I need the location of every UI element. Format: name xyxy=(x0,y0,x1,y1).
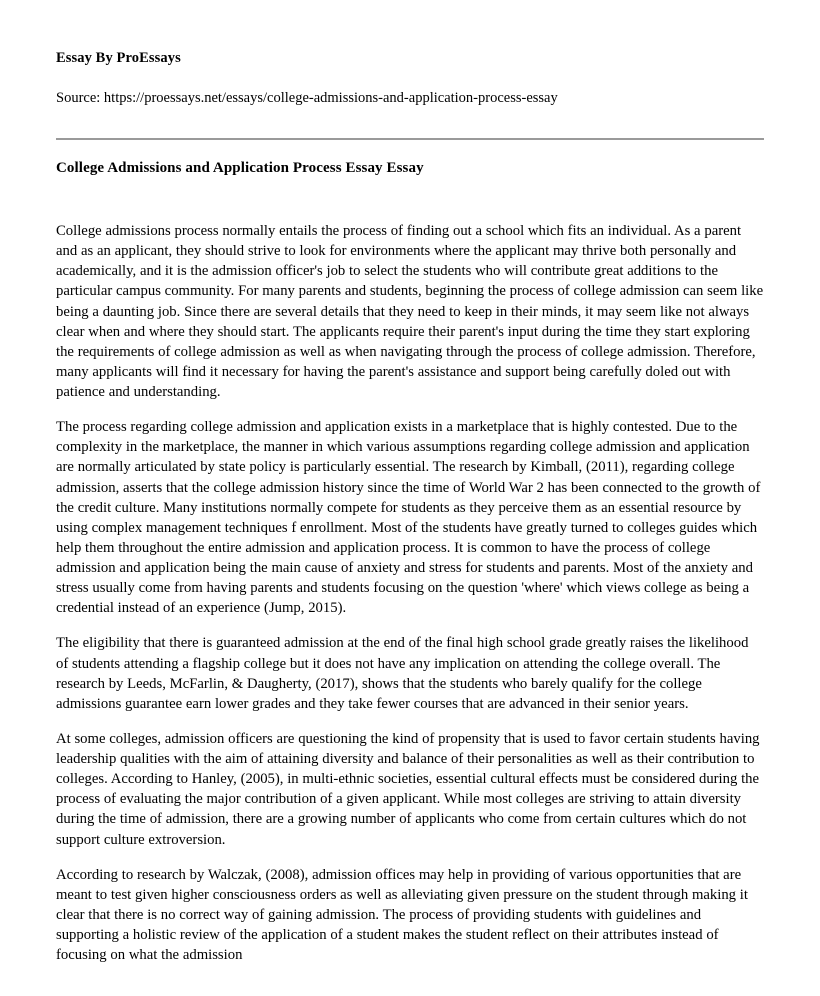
body-paragraph: According to research by Walczak, (2008), admission offices may help in providing of various opportunities that are meant to test given higher consciousness orders as well as alleviating given pressure on the student through making it clear that there is no correct way of gaining admission. The process of providing students with guidelines and supporting a holistic review of the application of a student makes the student reflect on their attributes instead of focusing on what the admission xyxy=(56,867,748,964)
header-divider xyxy=(56,138,764,140)
essay-body xyxy=(56,221,764,965)
body-paragraph: The process regarding college admission and application exists in a marketplace that is highly contested. Due to the complexity in the marketplace, the manner in which various assumptions regarding college admission and application are normally articulated by state policy is particularly essential. The research by Kimball, (2011), regarding college admission, asserts that the college admission history since the time of World War 2 has been connected to the growth of the credit culture. Many institutions normally compete for students as they perceive them as an essential resource by using complex management techniques f enrollment. Most of the students have greatly turned to colleges guides which help them throughout the entire admission and application process. It is common to have the process of college admission and application being the main cause of anxiety and stress for students and parents. Most of the anxiety and stress usually come from having parents and students focusing on the question 'where' which views college as being a credential instead of an experience (Jump, 2015). xyxy=(56,419,761,616)
site-name-heading: Essay By ProEssays xyxy=(56,50,181,66)
page-title: College Admissions and Application Process Essay Essay xyxy=(56,159,424,176)
body-paragraph: At some colleges, admission officers are questioning the kind of propensity that is used to favor certain students having leadership qualities with the aim of attaining diversity and balance of their personalities as well as their contribution to colleges. According to Hanley, (2005), in multi-ethnic societies, essential cultural effects must be considered during the process of evaluating the major contribution of a given applicant. While most colleges are striving to attain diversity during the time of admission, there are a growing number of applicants who come from certain cultures which do not support culture extroversion. xyxy=(56,731,760,848)
source-url-line: Source: https://proessays.net/essays/college-admissions-and-application-process-essay xyxy=(56,90,558,107)
body-paragraph: College admissions process normally entails the process of finding out a school which fits an individual. As a parent and as an applicant, they should strive to look for environments where the applicant may thrive both personally and academically, and it is the admission officer's job to select the students who will contribute great additions to the particular campus community. For many parents and students, beginning the process of college admission can seem like being a daunting job. Since there are several details that they need to keep in their minds, it may seem like not always clear when and where they should start. The applicants require their parent's input during the time they start exploring the requirements of college admission as well as when navigating through the process of college admission. Therefore, many applicants will find it necessary for having the parent's assistance and support being carefully doled out with patience and understanding. xyxy=(56,223,764,400)
body-paragraph: The eligibility that there is guaranteed admission at the end of the final high school grade greatly raises the likelihood of students attending a flagship college but it does not have any implication on attending the college overall. The research by Leeds, McFarlin, & Daugherty, (2017), shows that the students who barely qualify for the college admissions guarantee earn lower grades and they take fewer courses that are advanced in their senior years. xyxy=(56,635,749,712)
